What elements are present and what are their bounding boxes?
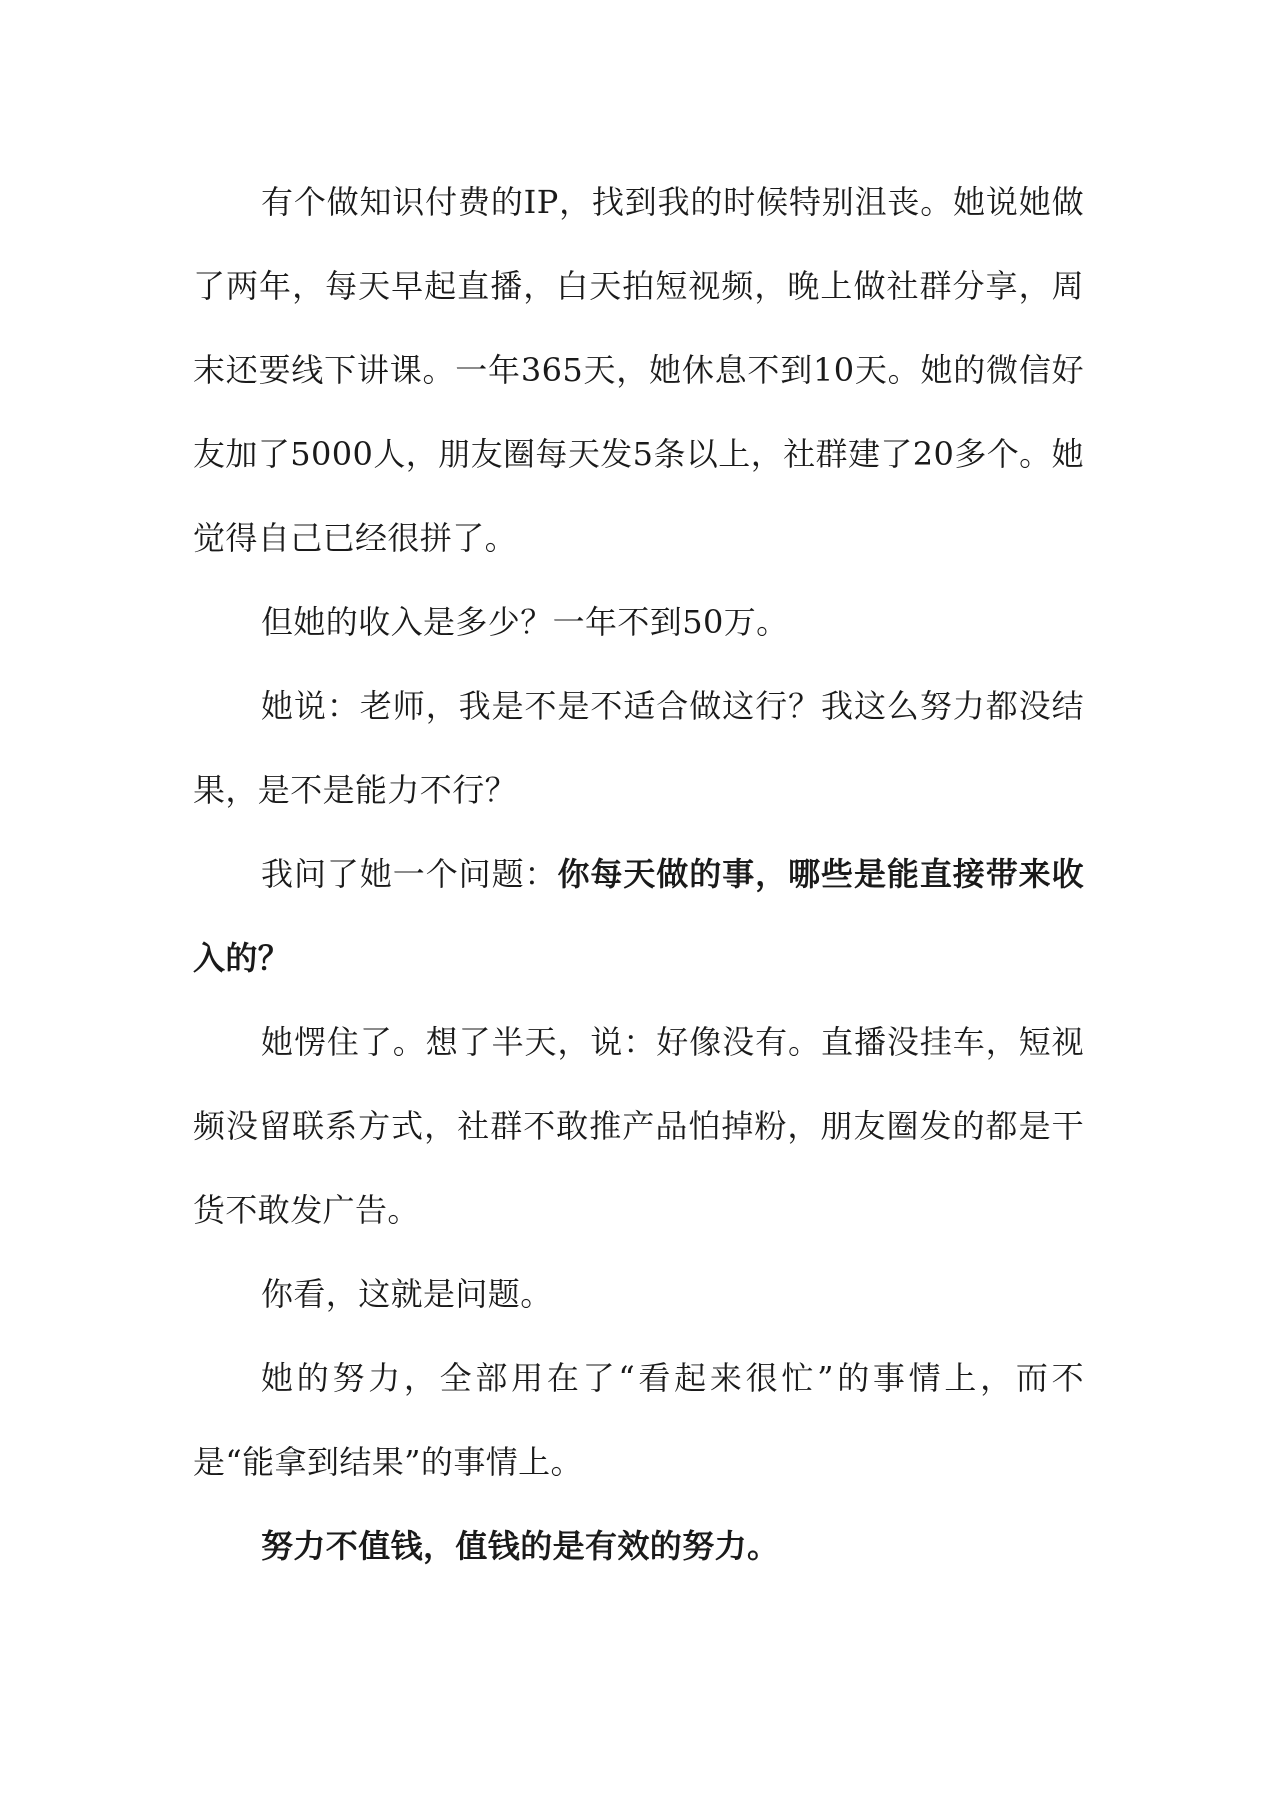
paragraph-6: 你看，这就是问题。: [261, 1275, 553, 1313]
document-body: [193, 160, 1084, 1588]
paragraph-5: 她愣住了。想了半天，说：好像没有。直播没挂车，短视频没留联系方式，社群不敢推产品怕掉粉，朋友圈发的都是干货不敢发广告。: [193, 1023, 1084, 1229]
paragraph-4-emphasis: 你每天做的事，哪些是能直接带来收入的？: [193, 855, 1085, 977]
paragraph-2: 但她的收入是多少？一年不到50万。: [261, 603, 789, 641]
paragraph-4-lead: 我问了她一个问题：: [261, 855, 558, 893]
paragraph-1: 有个做知识付费的IP，找到我的时候特别沮丧。她说她做了两年，每天早起直播，白天拍短视频，晚上做社群分享，周末还要线下讲课。一年365天，她休息不到10天。她的微信好友加了5000人，朋友圈每天发5条以上，社群建了20多个。她觉得自己已经很拼了。: [193, 183, 1084, 557]
paragraph-4: [193, 832, 1084, 1000]
paragraph-8-conclusion: 努力不值钱，值钱的是有效的努力。: [261, 1527, 780, 1565]
paragraph-7: 她的努力，全部用在了“看起来很忙”的事情上，而不是“能拿到结果”的事情上。: [193, 1359, 1084, 1481]
paragraph-3: 她说：老师，我是不是不适合做这行？我这么努力都没结果，是不是能力不行？: [193, 687, 1084, 809]
